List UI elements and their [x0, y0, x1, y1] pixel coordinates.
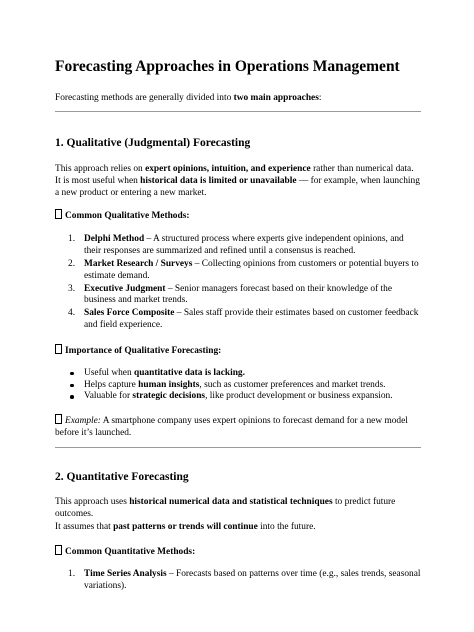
- example-label: Example:: [65, 416, 101, 427]
- list-item: [55, 234, 421, 258]
- text-run: This approach relies on: [55, 164, 146, 174]
- intro-colon: :: [318, 93, 322, 103]
- list-number: 3.: [68, 283, 76, 294]
- text-run: Valuable for: [84, 391, 133, 402]
- missing-glyph-icon: [55, 414, 62, 424]
- quantitative-methods-list: [55, 569, 421, 593]
- intro-text: Forecasting methods are generally divided into: [55, 93, 234, 103]
- list-item: [55, 368, 421, 380]
- bold-run: quantitative data is lacking.: [134, 367, 245, 378]
- list-item: [55, 569, 421, 593]
- bold-run: past patterns or trends will continue: [113, 522, 258, 533]
- subheading-text: Common Qualitative Methods:: [65, 211, 190, 222]
- method-name: Sales Force Composite: [84, 308, 175, 319]
- text-run: Useful when: [84, 367, 134, 378]
- method-description: – Forecasts based on patterns over time (e.g., sales trends, seasonal variations).: [84, 569, 421, 591]
- text-run: into the future.: [257, 522, 316, 533]
- list-number: 2.: [68, 258, 76, 269]
- text-run: It assumes that: [55, 522, 114, 533]
- method-name: Executive Judgment: [84, 283, 166, 294]
- subheading-text: Importance of Qualitative Forecasting:: [65, 345, 222, 356]
- intro-bold: two main approaches: [233, 93, 319, 103]
- bold-run: historical data is limited or unavailable: [140, 175, 297, 186]
- text-run: This approach uses: [55, 496, 130, 507]
- text-run: rather than numerical data.: [310, 164, 414, 174]
- intro-paragraph: [55, 92, 421, 104]
- qualitative-example: [55, 414, 421, 440]
- method-name: Market Research / Surveys: [84, 258, 193, 269]
- bold-run: historical numerical data and statistical techniques: [129, 496, 333, 507]
- section-heading-qualitative: 1. Qualitative (Judgmental) Forecasting: [55, 137, 251, 149]
- quantitative-assumption: [55, 522, 421, 534]
- bullet-icon: [70, 395, 74, 399]
- method-description: – Senior managers forecast based on their knowledge of the business and market trends.: [84, 283, 393, 306]
- divider: [55, 111, 421, 112]
- qualitative-description: [55, 164, 421, 199]
- document-content: [55, 57, 421, 594]
- text-run: It is most useful when: [55, 175, 141, 186]
- bullet-icon: [70, 372, 74, 376]
- list-item: [55, 284, 421, 308]
- list-number: 4.: [68, 308, 76, 319]
- bold-run: human insights: [138, 379, 200, 390]
- text-run: , such as customer preferences and market trends.: [199, 379, 386, 390]
- missing-glyph-icon: [55, 545, 62, 555]
- method-name: Delphi Method: [84, 234, 145, 245]
- method-description: – Sales staff provide their estimates based on customer feedback and field experience.: [84, 308, 419, 330]
- qualitative-importance-heading: [55, 344, 421, 357]
- list-item: [55, 391, 421, 403]
- missing-glyph-icon: [55, 209, 62, 219]
- bullet-icon: [70, 384, 74, 388]
- section-heading-quantitative: 2. Quantitative Forecasting: [55, 470, 189, 483]
- list-number: 1.: [68, 569, 76, 580]
- quantitative-description: [55, 497, 421, 521]
- list-number: 1.: [68, 234, 76, 245]
- bold-run: strategic decisions: [132, 391, 206, 402]
- document-title: Forecasting Approaches in Operations Management: [55, 58, 400, 75]
- missing-glyph-icon: [55, 344, 62, 354]
- quantitative-methods-heading: [55, 545, 421, 558]
- example-text: A smartphone company uses expert opinions to forecast demand for a new model before it’s launched.: [55, 416, 408, 438]
- qualitative-methods-heading: [55, 209, 421, 222]
- list-item: [55, 380, 421, 392]
- list-item: [55, 259, 421, 283]
- method-description: – A structured process where experts give independent opinions, and their responses are summarized and refined until a consensus is reached.: [84, 234, 404, 257]
- importance-list: [55, 368, 421, 403]
- text-run: — for example, when launching a new product or entering a new market.: [55, 175, 420, 198]
- bold-run: expert opinions, intuition, and experience: [145, 164, 311, 174]
- list-item: [55, 308, 421, 332]
- text-run: , like product development or business expansion.: [205, 391, 393, 402]
- subheading-text: Common Quantitative Methods:: [65, 547, 196, 558]
- method-name: Time Series Analysis: [84, 569, 167, 580]
- text-run: to predict future outcomes.: [55, 496, 396, 519]
- qualitative-methods-list: [55, 234, 421, 331]
- text-run: Helps capture: [84, 379, 139, 390]
- method-description: – Collecting opinions from customers or potential buyers to estimate demand.: [84, 258, 419, 281]
- divider: [55, 447, 421, 448]
